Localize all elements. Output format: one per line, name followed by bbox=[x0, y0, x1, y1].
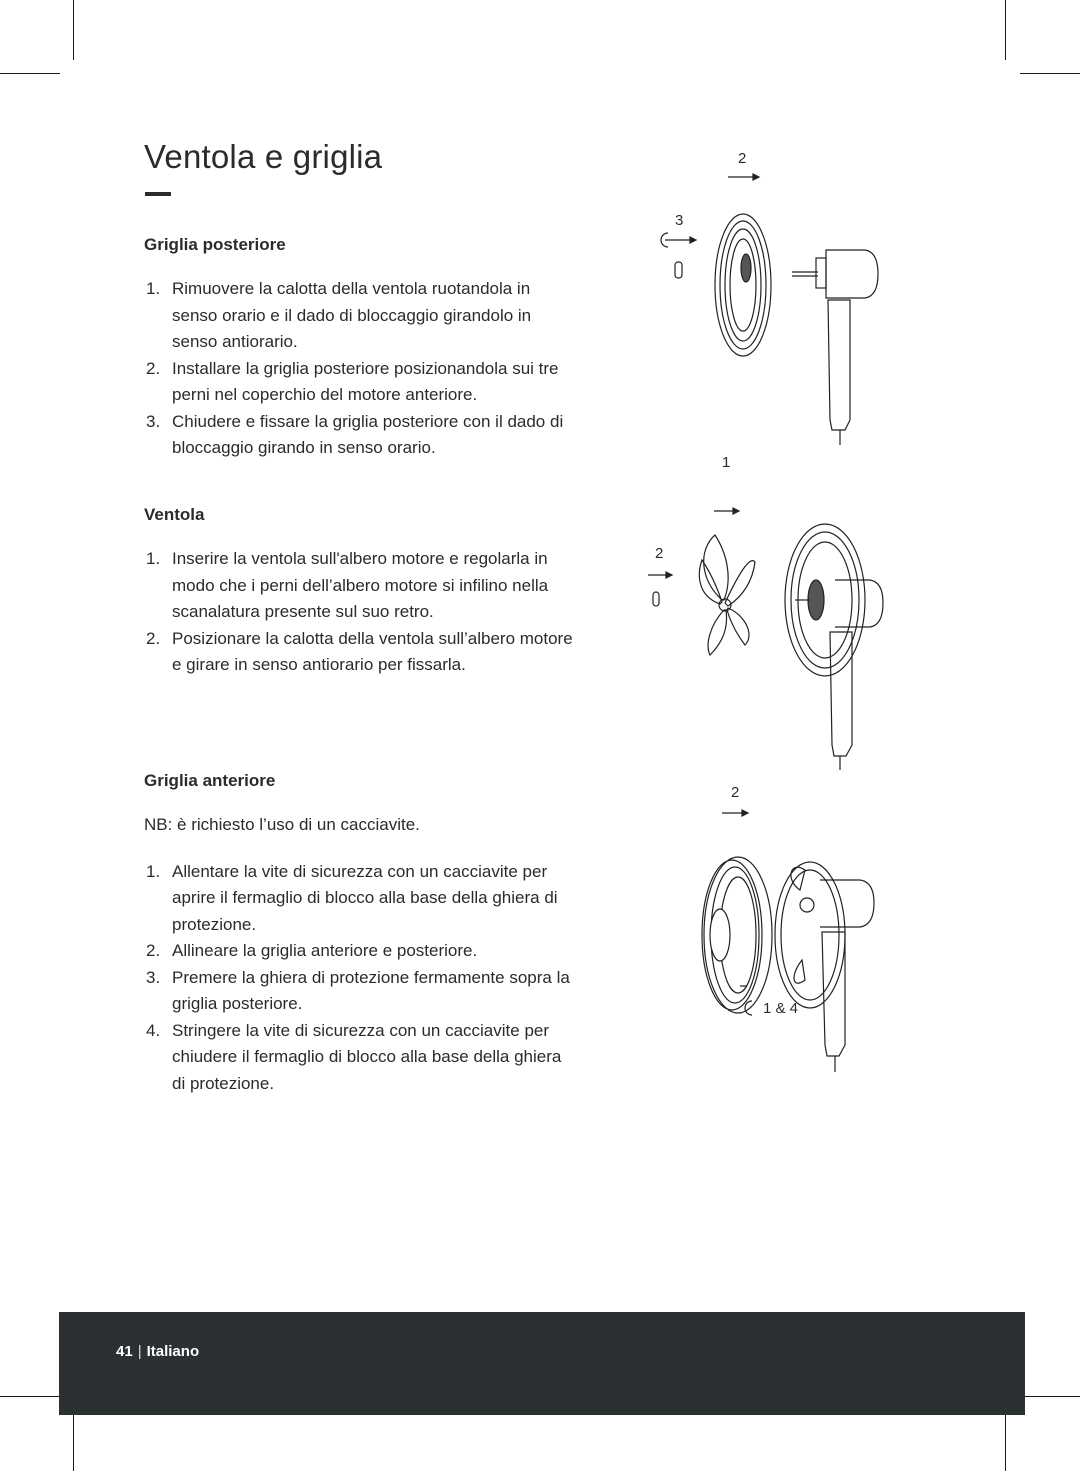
list-item: 3. Premere la ghiera di protezione fermamente sopra la griglia posteriore. bbox=[146, 967, 570, 1013]
list-item: 2. Installare la griglia posteriore posizionandola sui tre perni nel coperchio del motore anteriore. bbox=[146, 358, 559, 404]
figure-label: 2 bbox=[655, 545, 664, 562]
list-item: 4. Stringere la vite di sicurezza con un cacciavite per chiudere il fermaglio di blocco alla base della ghiera di protezione. bbox=[146, 1020, 562, 1093]
page-number: 41 bbox=[116, 1343, 133, 1360]
section-front-grille bbox=[144, 771, 574, 1097]
list-item: 1. Inserire la ventola sull'albero motore e regolarla in modo che i perni dell’albero motore si infilino nella scanalatura presente sul suo retro. bbox=[146, 549, 549, 621]
footer-label bbox=[116, 1343, 199, 1360]
list-item: 2. Allineare la griglia anteriore e posteriore. bbox=[146, 941, 478, 960]
front-grille-illustration bbox=[690, 780, 900, 1080]
figure-rear-grille bbox=[640, 140, 900, 480]
page-title: Ventola e griglia bbox=[144, 138, 383, 175]
steps-list bbox=[144, 859, 574, 1098]
page-footer bbox=[59, 1312, 1025, 1415]
list-item: 3. Chiudere e fissare la griglia posteriore con il dado di bloccaggio girando in senso orario. bbox=[146, 411, 564, 457]
crop-mark bbox=[1020, 73, 1080, 74]
section-heading: Griglia anteriore bbox=[144, 771, 276, 790]
list-item: 2. Posizionare la calotta della ventola sull’albero motore e girare in senso antiorario per fissarla. bbox=[146, 628, 573, 674]
steps-list bbox=[144, 276, 574, 462]
footer-language: Italiano bbox=[146, 1343, 200, 1360]
crop-mark bbox=[0, 73, 60, 74]
figure-label: 2 bbox=[738, 150, 747, 167]
crop-mark bbox=[1005, 1411, 1006, 1471]
section-heading: Ventola bbox=[144, 505, 205, 524]
crop-mark bbox=[1005, 0, 1006, 60]
section-fan bbox=[144, 505, 574, 679]
figure-front-grille bbox=[690, 780, 900, 1080]
figure-label: 3 bbox=[675, 212, 684, 229]
rear-grille-illustration bbox=[640, 140, 900, 480]
crop-mark bbox=[1020, 1396, 1080, 1397]
crop-mark bbox=[73, 0, 74, 60]
section-rear-grille bbox=[144, 235, 574, 462]
crop-mark bbox=[73, 1411, 74, 1471]
figure-label: 1 bbox=[722, 454, 731, 471]
list-item: 1. Rimuovere la calotta della ventola ruotandola in senso orario e il dado di bloccaggio girandolo in senso antiorario. bbox=[146, 279, 532, 351]
section-heading: Griglia posteriore bbox=[144, 235, 286, 254]
crop-mark bbox=[0, 1396, 60, 1397]
figure-fan bbox=[640, 500, 900, 770]
figure-label: 1 & 4 bbox=[763, 1000, 799, 1017]
footer-separator: | bbox=[137, 1343, 142, 1360]
note-text: NB: è richiesto l’uso di un cacciavite. bbox=[144, 815, 420, 834]
steps-list bbox=[144, 546, 574, 679]
figure-label: 2 bbox=[731, 784, 740, 801]
list-item: 1. Allentare la vite di sicurezza con un cacciavite per aprire il fermaglio di blocco alla base della ghiera di protezione. bbox=[146, 861, 558, 934]
title-underline bbox=[145, 192, 171, 196]
fan-illustration bbox=[640, 500, 900, 770]
